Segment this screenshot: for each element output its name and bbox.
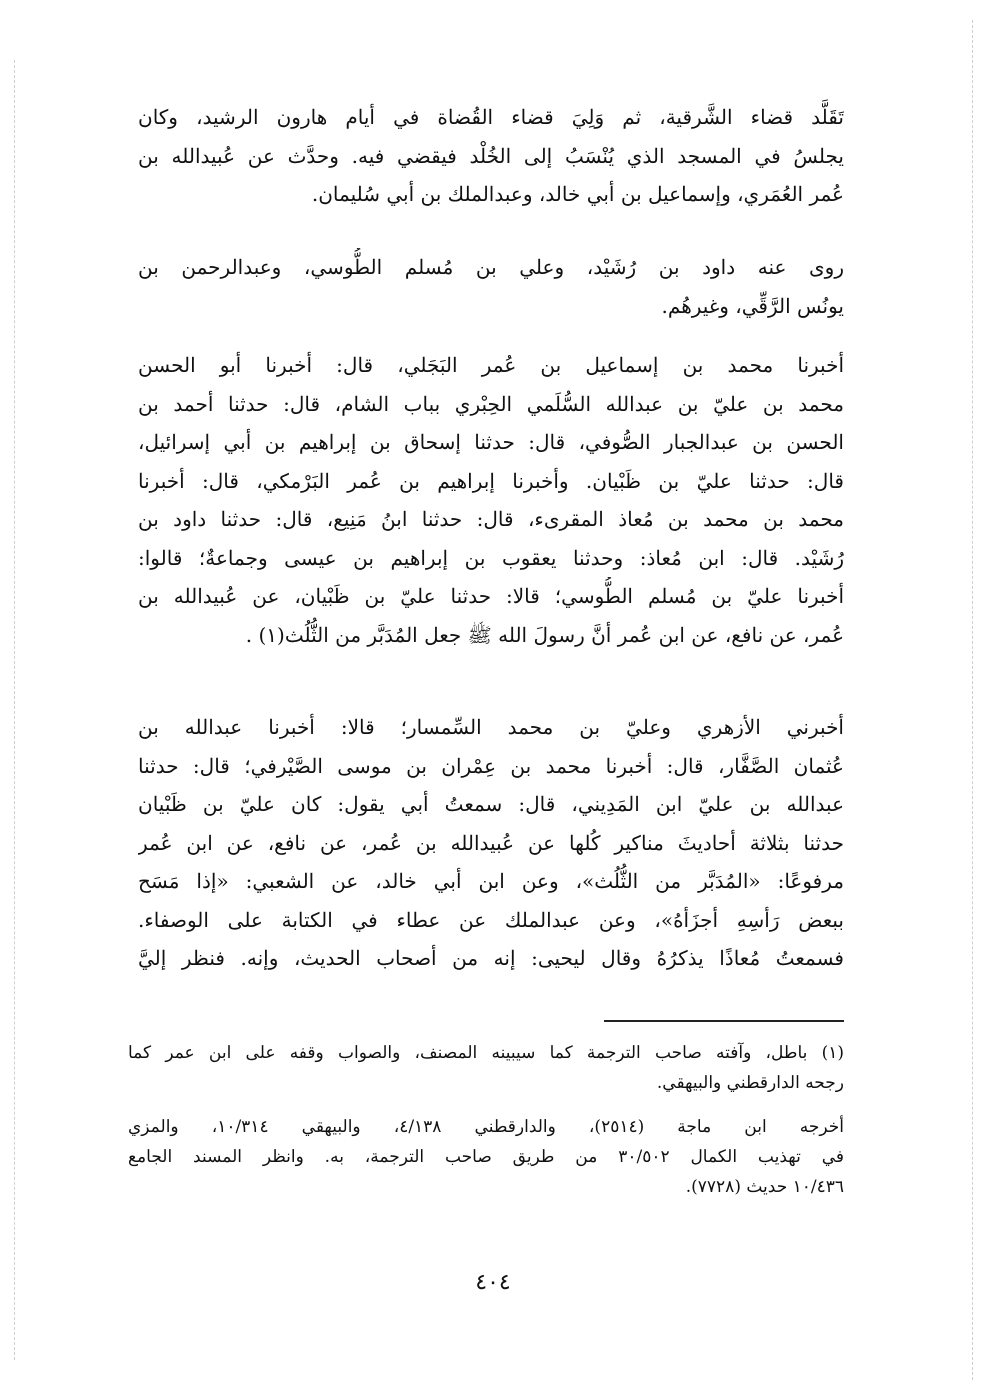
paragraph-line: عُمر العُمَري، وإسماعيل بن أبي خالد، وعبدالملك بن أبي سُليمان. (311, 182, 844, 206)
paragraph-line: أخبرنا محمد بن إسماعيل بن عُمر البَجَلي، قال: أخبرنا أبو الحسن (138, 353, 844, 377)
paragraph-2 (138, 248, 844, 325)
paragraph-1 (138, 98, 844, 214)
paragraph-line: قال: حدثنا عليّ بن ظَبْيان. وأخبرنا إبراهيم بن عُمر البَرْمكي، قال: أخبرنا (138, 468, 844, 493)
paragraph-line: عُمر، عن نافع، عن ابن عُمر أنَّ رسولَ الله ﷺ جعل المُدَبَّر من الثُّلُث(١) . (245, 622, 844, 647)
footnote-1 (128, 1038, 844, 1098)
paragraph-line: يجلسُ في المسجد الذي يُنْسَبُ إلى الخُلْد فيقضي فيه. وحدَّث عن عُبيدالله بن (138, 143, 844, 168)
paragraph-line: الحسن بن عبدالجبار الصُّوفي، قال: حدثنا إسحاق بن إبراهيم بن أبي إسرائيل، (138, 430, 844, 454)
paragraph-line: حدثنا بثلاثة أحاديثَ مناكير كُلها عن عُبيدالله بن عُمر، عن نافع، عن ابن عُمر (138, 830, 844, 855)
paragraph-line: فسمعتُ مُعاذًا يذكرُهُ وقال ليحيى: إنه من أصحاب الحديث، وإنه. فنظر إليَّ (138, 946, 844, 970)
paragraph-4 (138, 708, 844, 978)
footnote-line: (١) باطل، وآفته صاحب الترجمة كما سيبينه المصنف، والصواب وقفه على ابن عمر كما (128, 1043, 844, 1063)
page-number: ٤٠٤ (475, 1270, 511, 1295)
footnote-line: ١٠/٤٣٦ حديث (٧٧٢٨). (685, 1177, 844, 1197)
scan-edge-left (14, 60, 15, 1360)
paragraph-line: عُثمان الصَّفَّار، قال: أخبرنا محمد بن عِمْران بن موسى الصَّيْرفي؛ قال: حدثنا (138, 753, 844, 778)
paragraph-line: عبدالله بن عليّ ابن المَدِيني، قال: سمعتُ أبي يقول: كان عليّ بن ظَبْيان (138, 792, 844, 816)
footnote-separator (604, 1020, 844, 1022)
paragraph-line: يونُس الرَّقِّي، وغيرهُم. (661, 293, 844, 318)
footnote-line: في تهذيب الكمال ٣٠/٥٠٢ من طريق صاحب الترجمة، به. وانظر المسند الجامع (128, 1147, 844, 1167)
paragraph-line: روى عنه داود بن رُشَيْد، وعلي بن مُسلم الطُّوسي، وعبدالرحمن بن (138, 255, 844, 279)
footnote-line: رجحه الدارقطني والبيهقي. (656, 1073, 844, 1093)
paragraph-line: رُشَيْد. قال: ابن مُعاذ: وحدثنا يعقوب بن إبراهيم بن عيسى وجماعةٌ؛ قالوا: (138, 545, 844, 570)
paragraph-line: أخبرني الأزهري وعليّ بن محمد السِّمسار؛ قالا: أخبرنا عبدالله بن (138, 715, 844, 739)
paragraph-line: تَقَلَّد قضاء الشَّرقية، ثم وَلِيَ قضاء القُضاة في أيام هارون الرشيد، وكان (138, 105, 844, 129)
paragraph-line: ببعض رَأسِهِ أجزَأهُ»، وعن عبدالملك عن عطاء في الكتابة على الوصفاء. (138, 907, 844, 932)
footnote-line: أخرجه ابن ماجة (٢٥١٤)، والدارقطني ٤/١٣٨، والبيهقي ١٠/٣١٤، والمزي (128, 1117, 844, 1137)
paragraph-line: محمد بن محمد بن مُعاذ المقرىء، قال: حدثنا ابنُ مَنِيع، قال: حدثنا داود بن (138, 507, 844, 531)
footnote-2 (128, 1112, 844, 1202)
paragraph-3 (138, 346, 844, 654)
scan-edge-right (972, 20, 973, 1380)
paragraph-line: مرفوعًا: «المُدَبَّر من الثُّلُث»، وعن ابن أبي خالد، عن الشعبي: «إذا مَسَح (138, 869, 844, 893)
paragraph-line: محمد بن عليّ بن عبدالله السُّلَمي الحِبْري بباب الشام، قال: حدثنا أحمد بن (138, 391, 844, 416)
paragraph-line: أخبرنا عليّ بن مُسلم الطُّوسي؛ قالا: حدثنا عليّ بن ظَبْيان، عن عُبيدالله بن (138, 584, 844, 608)
